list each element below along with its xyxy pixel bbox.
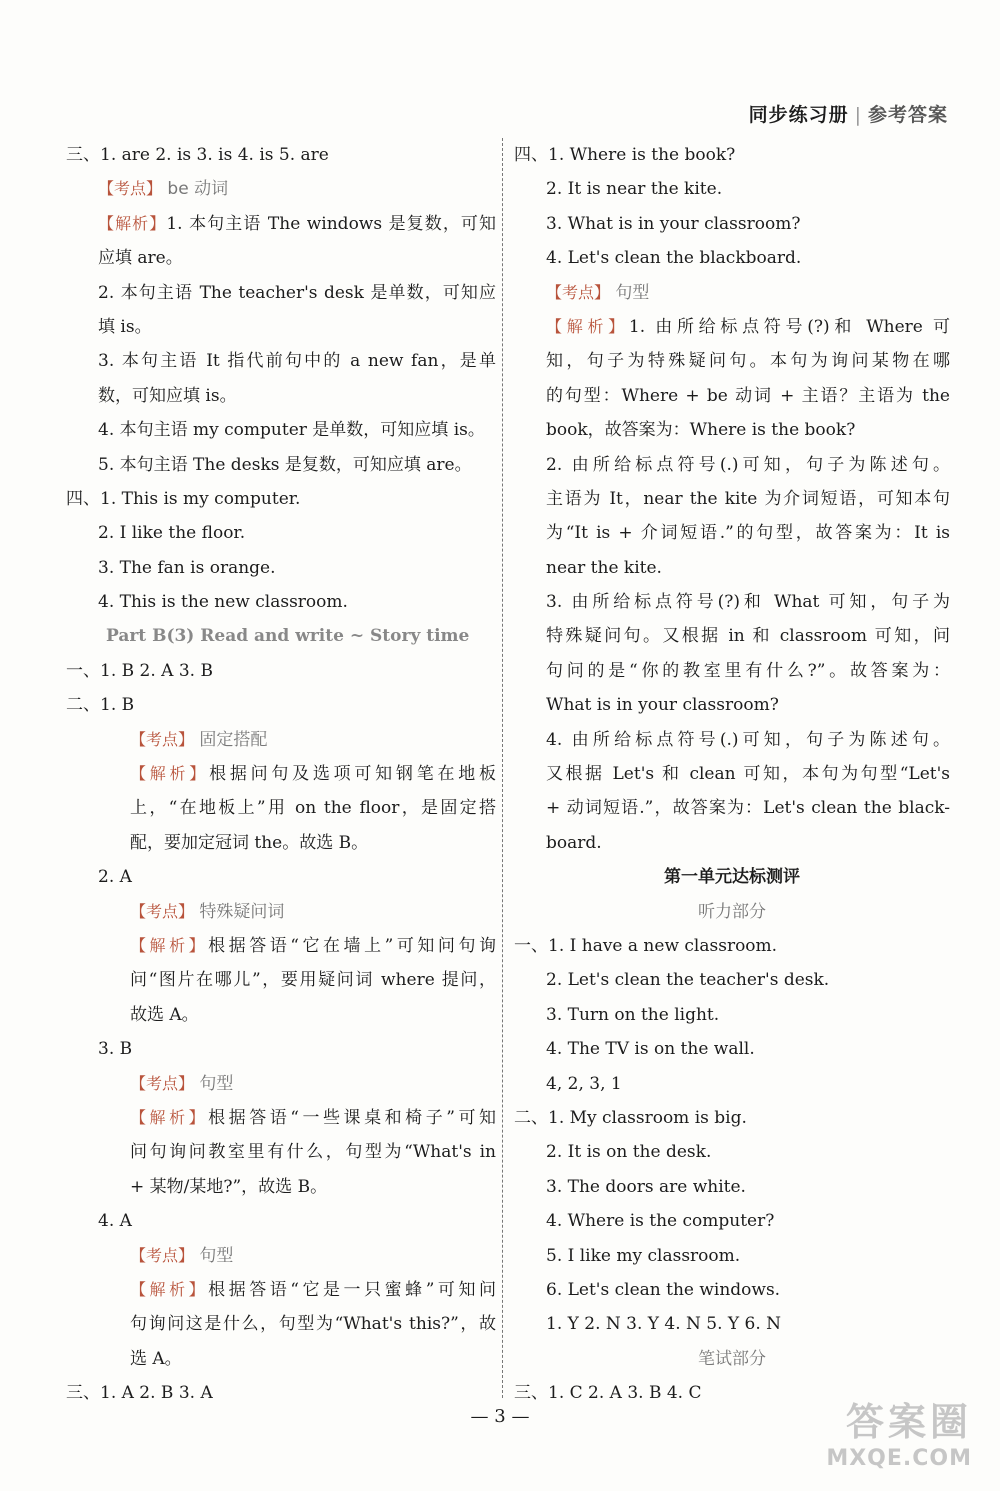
analysis-line: 5. 本句主语 The desks 是复数，可知应填 are。 [98, 454, 472, 475]
answer-line: 3. The doors are white. [546, 1176, 746, 1197]
key-point-line [66, 723, 496, 757]
analysis-line: 问“图片在哪儿”，要用疑问词 where 提问， [130, 970, 496, 991]
analysis-line [66, 757, 496, 791]
key-point-text: 特殊疑问词 [199, 901, 285, 922]
section-heading: Part B(3) Read and write ~ Story time [106, 626, 470, 647]
analysis-line: 特殊疑问句。又根据 in 和 classroom 可知，问 [546, 626, 950, 647]
answer-line: 三、1. are 2. is 3. is 4. is 5. are [66, 145, 329, 165]
analysis-label: 【解析】 [98, 213, 167, 233]
answer-line: 3. Turn on the light. [546, 1004, 720, 1025]
analysis-line: 选 A。 [130, 1348, 182, 1369]
answer-line: 2. A [98, 867, 132, 888]
analysis-line: 的句型：Where + be 动词 + 主语？主语为 the [546, 385, 950, 406]
watermark-text: 答案圈 [845, 1400, 972, 1444]
unit-title: 第一单元达标测评 [664, 867, 800, 888]
watermark-logo [826, 1391, 972, 1471]
key-point-line [66, 1239, 496, 1273]
answer-line: 2. It is on the desk. [546, 1142, 712, 1163]
analysis-line: 填 is。 [98, 316, 152, 337]
analysis-line [514, 310, 950, 344]
answer-line: 2. Let's clean the teacher's desk. [546, 970, 830, 991]
answer-line: 6. Let's clean the windows. [546, 1279, 781, 1300]
answer-line: 二、1. My classroom is big. [514, 1107, 747, 1128]
column-divider [502, 138, 503, 1398]
key-point-line [66, 895, 496, 929]
analysis-label: 【解析】 [130, 935, 209, 955]
answer-line: 1. Y 2. N 3. Y 4. N 5. Y 6. N [546, 1314, 782, 1335]
analysis-line: 配，要加定冠词 the。故选 B。 [130, 832, 369, 853]
analysis-line: 3. 本句主语 It 指代前句中的 a new fan，是单 [98, 351, 496, 372]
answer-line: 4. This is the new classroom. [98, 592, 348, 613]
analysis-label: 【解析】 [130, 764, 210, 784]
analysis-line: 主语为 It，near the kite 为介词短语，可知本句 [546, 488, 950, 509]
analysis-line: 2. 本句主语 The teacher's desk 是单数，可知应 [98, 282, 496, 303]
analysis-line: 为“It is + 介词短语.”的句型，故答案为：It is [546, 523, 950, 544]
analysis-label: 【解析】 [130, 1279, 209, 1299]
answer-line: 4. The TV is on the wall. [546, 1039, 755, 1060]
key-point-text: 句型 [199, 1245, 234, 1266]
analysis-line: near the kite. [546, 557, 662, 578]
analysis-line: 3. 由所给标点符号(?)和 What 可知，句子为 [546, 592, 950, 613]
key-point-label: 【考点】 [98, 179, 163, 199]
analysis-text: 根据答语“它在墙上”可知问句询 [208, 935, 496, 956]
key-point-line [66, 1067, 496, 1101]
answer-line: 一、1. I have a new classroom. [514, 935, 778, 956]
analysis-text: 根据问句及选项可知钢笔在地板 [209, 764, 496, 785]
analysis-line: 问句询问教室里有什么，句型为“What's in [130, 1142, 496, 1163]
analysis-line: 数，可知应填 is。 [98, 385, 237, 406]
answer-line: 三、1. A 2. B 3. A [66, 1383, 213, 1404]
answer-line: 4. Where is the computer? [546, 1211, 775, 1232]
key-point-line [66, 172, 496, 206]
analysis-text: 1. 本句主语 The windows 是复数，可知 [166, 213, 496, 234]
analysis-line [66, 1273, 496, 1307]
key-point-label: 【考点】 [130, 1245, 195, 1265]
analysis-line: 故选 A。 [130, 1004, 199, 1025]
answer-line: 四、1. Where is the book? [514, 145, 736, 165]
answer-line: 4. A [98, 1211, 132, 1232]
analysis-line: 4. 本句主语 my computer 是单数，可知应填 is。 [98, 420, 485, 441]
key-point-label: 【考点】 [130, 901, 195, 921]
header-separator: | [854, 104, 862, 126]
analysis-text: 1. 由所给标点符号(?)和 Where 可 [628, 316, 950, 337]
answer-line: 3. The fan is orange. [98, 557, 276, 578]
book-title: 同步练习册 [748, 104, 849, 126]
section-subtitle: 听力部分 [698, 901, 766, 922]
analysis-line: 4. 由所给标点符号(.)可知，句子为陈述句。 [546, 729, 950, 750]
left-column [66, 138, 496, 1410]
analysis-line: 又根据 Let's 和 clean 可知，本句为句型“Let's [546, 764, 950, 785]
key-point-line [514, 276, 950, 310]
answer-line: 2. I like the floor. [98, 523, 246, 544]
answer-line: 四、1. This is my computer. [66, 488, 301, 509]
page-number: — 3 — [470, 1406, 530, 1427]
answer-line: 5. I like my classroom. [546, 1245, 741, 1266]
section-subtitle: 笔试部分 [698, 1348, 766, 1369]
analysis-line: 知，句子为特殊疑问句。本句为询问某物在哪 [546, 351, 950, 372]
analysis-label: 【解析】 [130, 1107, 209, 1127]
analysis-text: 根据答语“一些课桌和椅子”可知 [208, 1107, 496, 1128]
key-point-text: 固定搭配 [199, 729, 268, 750]
key-point-text: be 动词 [167, 179, 229, 200]
running-header [749, 100, 948, 127]
analysis-line: + 某物/某地?”，故选 B。 [130, 1176, 328, 1197]
header-subtitle: 参考答案 [867, 104, 948, 126]
analysis-line [66, 207, 496, 241]
key-point-text: 句型 [199, 1073, 234, 1094]
analysis-line: 应填 are。 [98, 248, 183, 269]
answer-line: 2. It is near the kite. [546, 179, 723, 200]
analysis-line: + 动词短语.”，故答案为：Let's clean the black- [546, 798, 950, 819]
analysis-line: What is in your classroom? [546, 695, 779, 716]
answer-line: 4. Let's clean the blackboard. [546, 248, 802, 269]
right-column [514, 138, 950, 1410]
analysis-line: board. [546, 832, 602, 853]
key-point-label: 【考点】 [546, 282, 611, 302]
analysis-line: book，故答案为：Where is the book? [546, 420, 856, 441]
analysis-line [66, 1101, 496, 1135]
answer-line: 二、1. B [66, 695, 135, 716]
analysis-line: 句问的是“你的教室里有什么?”。故答案为： [546, 660, 950, 681]
key-point-label: 【考点】 [130, 729, 195, 749]
key-point-text: 句型 [615, 282, 650, 303]
analysis-line: 上，“在地板上”用 on the floor，是固定搭 [130, 798, 496, 819]
watermark-url: MXQE.COM [826, 1446, 972, 1471]
answer-line: 3. B [98, 1039, 133, 1060]
answer-line: 一、1. B 2. A 3. B [66, 660, 213, 681]
answer-line: 4, 2, 3, 1 [546, 1073, 622, 1094]
analysis-label: 【解析】 [546, 316, 629, 336]
analysis-line [66, 929, 496, 963]
analysis-line: 2. 由所给标点符号(.)可知，句子为陈述句。 [546, 454, 950, 475]
key-point-label: 【考点】 [130, 1073, 195, 1093]
analysis-line: 句询问这是什么，句型为“What's this?”，故 [130, 1314, 496, 1335]
analysis-text: 根据答语“它是一只蜜蜂”可知问 [208, 1279, 496, 1300]
answer-line: 3. What is in your classroom? [546, 213, 801, 234]
answer-line: 三、1. C 2. A 3. B 4. C [514, 1383, 702, 1404]
